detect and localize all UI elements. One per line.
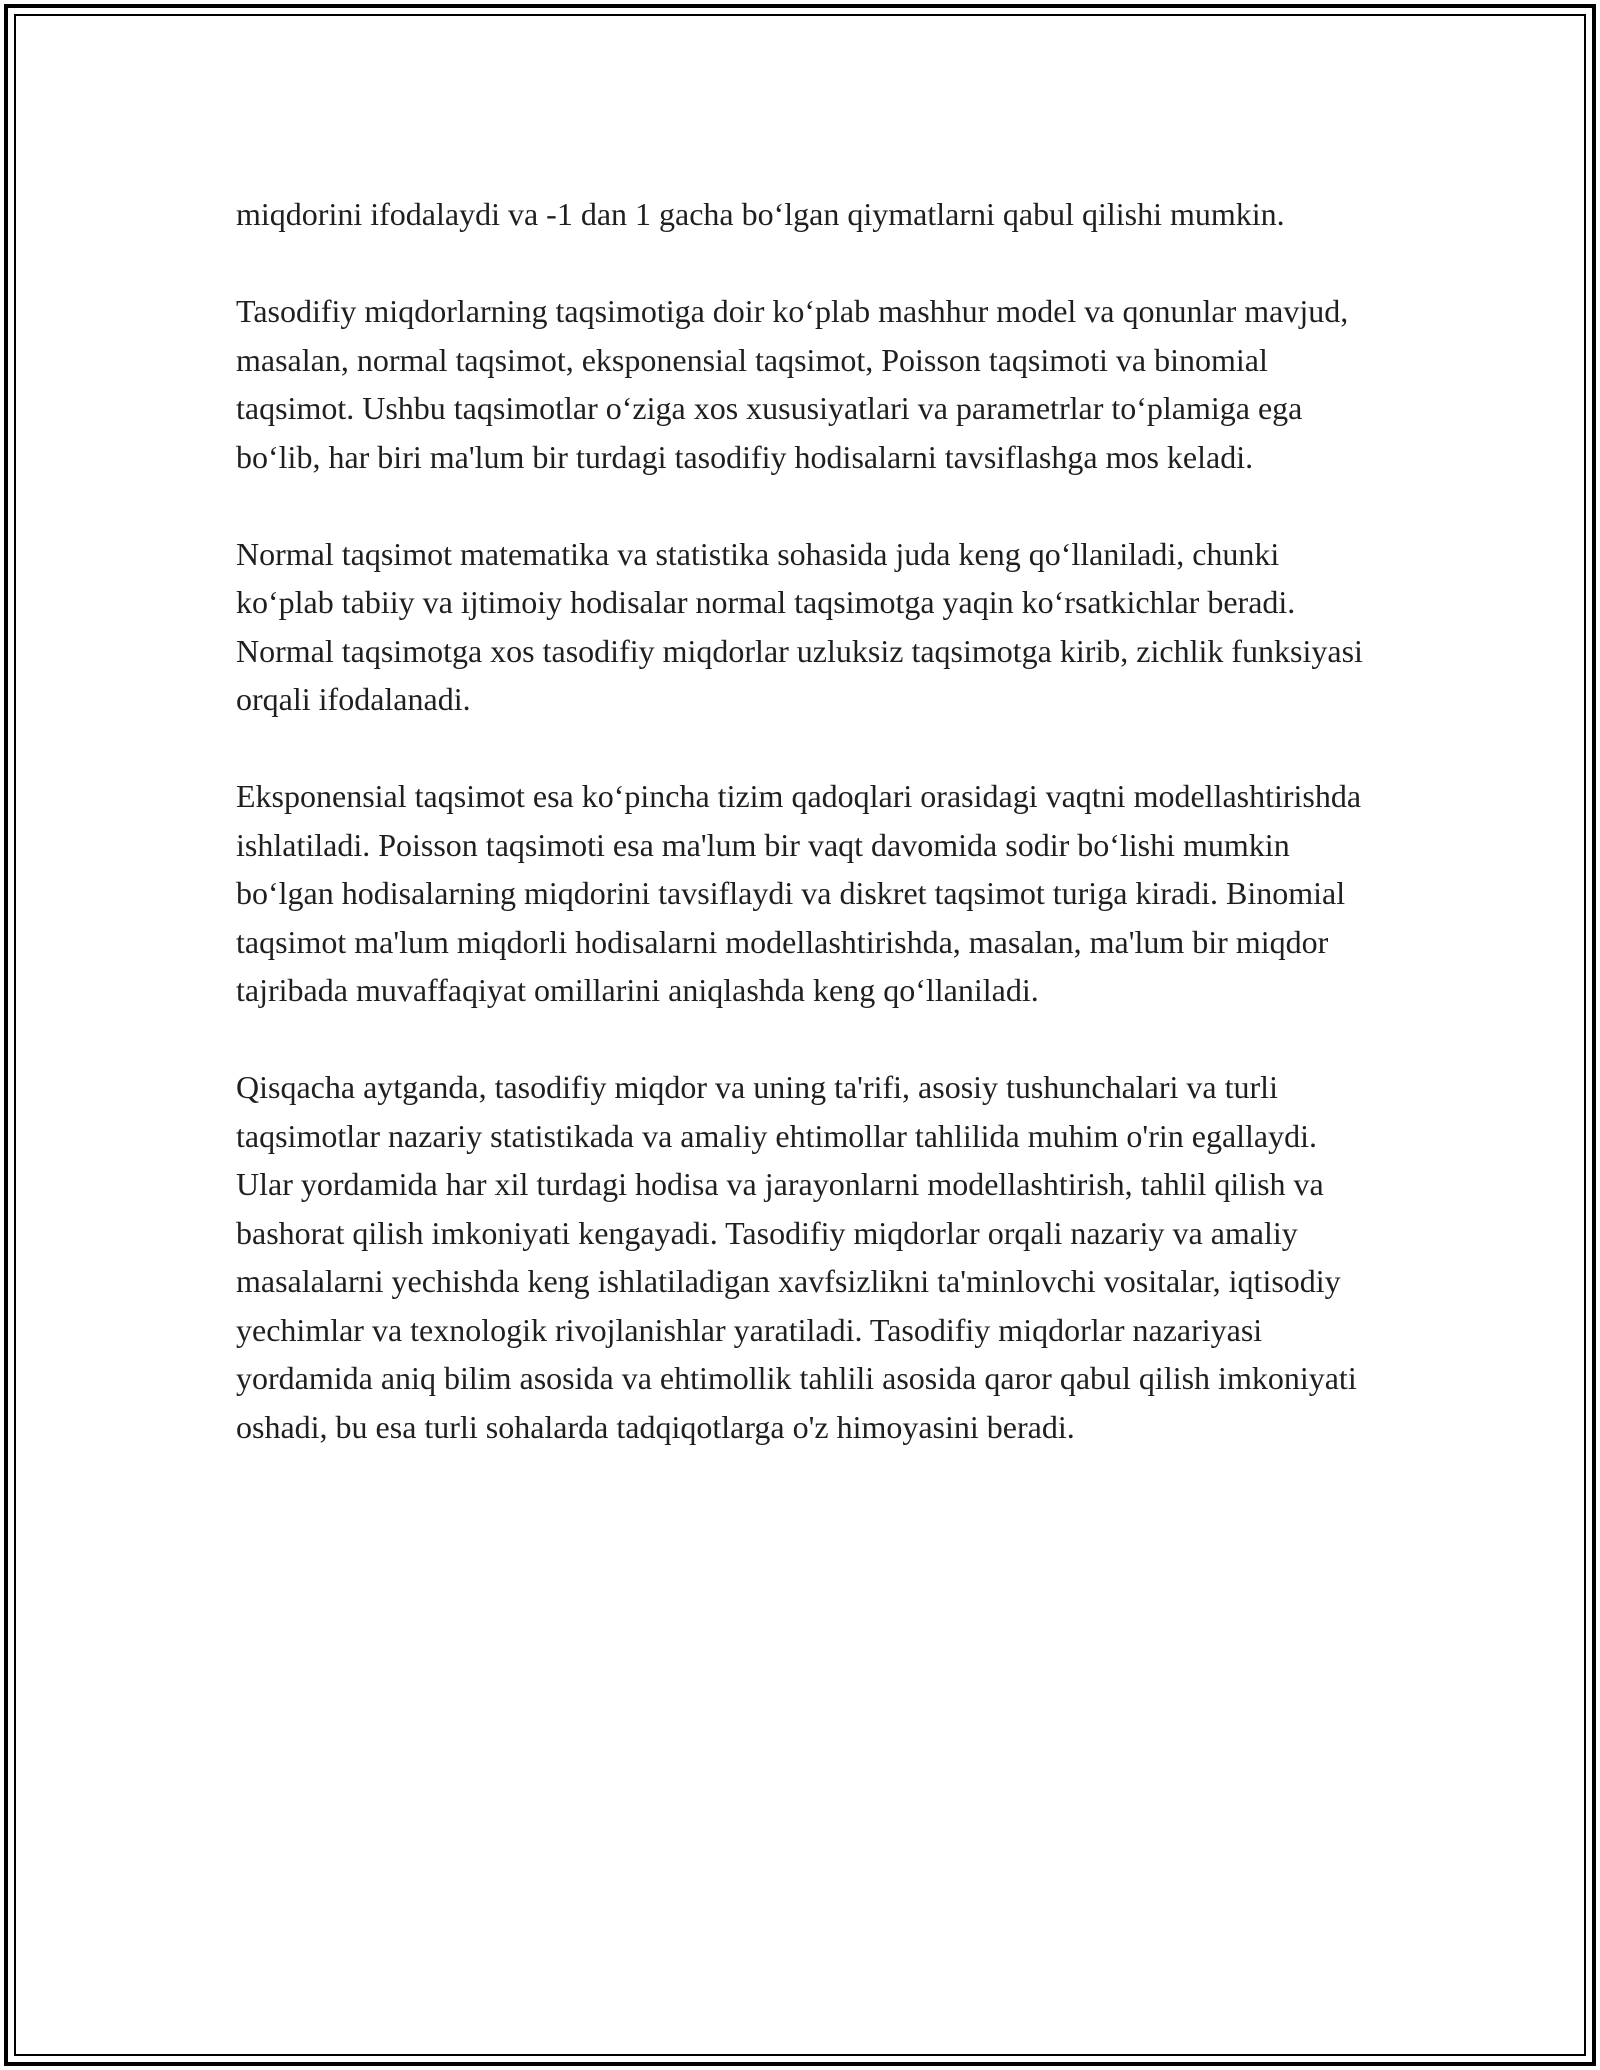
paragraph-5: Qisqacha aytganda, tasodifiy miqdor va uning ta'rifi, asosiy tushunchalari va turli taqsimotlar nazariy statistikada va amaliy ehtimollar tahlilida muhim o'rin egallaydi. Ular yordamida har xil turdagi hodisa va jarayonlarni modellashtirish, tahlil qilish va bashorat qilish imkoniyati kengayadi. Tasodifiy miqdorlar orqali nazariy va amaliy masalalarni yechishda keng ishlatiladigan xavfsizlikni ta'minlovchi vositalar, iqtisodiy yechimlar va texnologik rivojlanishlar yaratiladi. Tasodifiy miqdorlar nazariyasi yordamida aniq bilim asosida va ehtimollik tahlili asosida qaror qabul qilish imkoniyati oshadi, bu esa turli sohalarda tadqiqotlarga o'z himoyasini beradi. [236,1069,1357,1445]
paragraph-4: Eksponensial taqsimot esa ko‘pincha tizim qadoqlari orasidagi vaqtni modellashtirishda ishlatiladi. Poisson taqsimoti esa ma'lum bir vaqt davomida sodir bo‘lishi mumkin bo‘lgan hodisalarning miqdorini tavsiflaydi va diskret taqsimot turiga kiradi. Binomial taqsimot ma'lum miqdorli hodisalarni modellashtirishda, masalan, ma'lum bir miqdor tajribada muvaffaqiyat omillarini aniqlashda keng qo‘llaniladi. [236,778,1362,1008]
paragraph-1: miqdorini ifodalaydi va -1 dan 1 gacha bo‘lgan qiymatlarni qabul qilishi mumkin. [236,196,1285,232]
paragraph-3: Normal taqsimot matematika va statistika sohasida juda keng qo‘llaniladi, chunki ko‘plab tabiiy va ijtimoiy hodisalar normal taqsimotga yaqin ko‘rsatkichlar beradi. Normal taqsimotga xos tasodifiy miqdorlar uzluksiz taqsimotga kirib, zichlik funksiyasi orqali ifodalanadi. [236,535,1363,717]
document-body [236,190,1376,1451]
paragraph-2: Tasodifiy miqdorlarning taqsimotiga doir ko‘plab mashhur model va qonunlar mavjud, masalan, normal taqsimot, eksponensial taqsimot, Poisson taqsimoti va binomial taqsimot. Ushbu taqsimotlar o‘ziga xos xususiyatlari va parametrlar to‘plamiga ega bo‘lib, har biri ma'lum bir turdagi tasodifiy hodisalarni tavsiflashga mos keladi. [236,293,1349,475]
